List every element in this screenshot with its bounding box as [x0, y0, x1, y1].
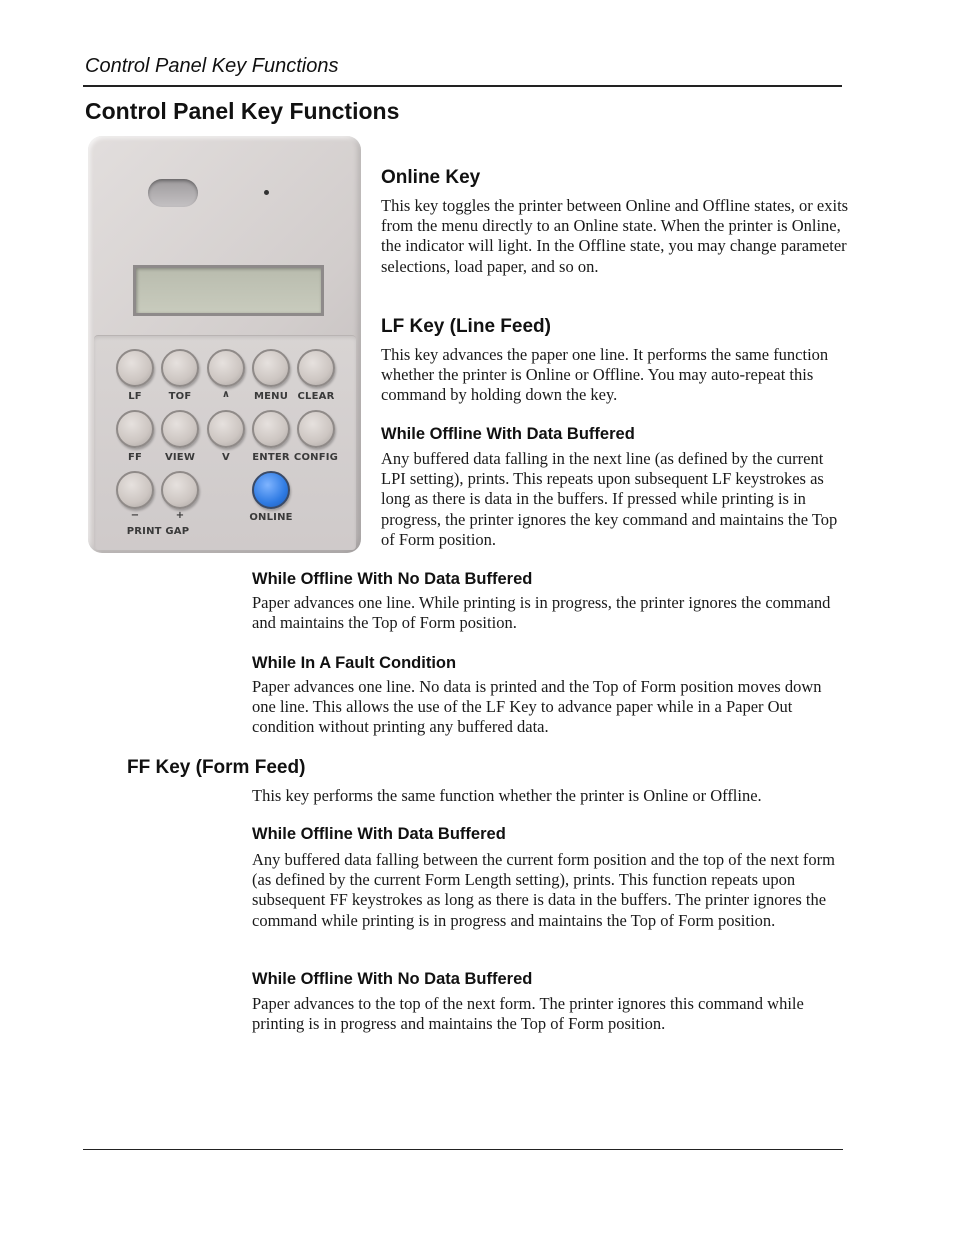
- key-label: VIEW: [164, 452, 196, 463]
- key-label: TOF: [168, 391, 192, 402]
- lf-key-heading: LF Key (Line Feed): [381, 316, 551, 337]
- lf-key-icon: [116, 349, 154, 387]
- view-key-icon: [161, 410, 199, 448]
- key-label: −: [130, 510, 140, 521]
- lf-offline-nodata-heading: While Offline With No Data Buffered: [252, 570, 533, 588]
- ff-offline-nodata-heading: While Offline With No Data Buffered: [252, 970, 533, 988]
- lf-offline-nodata-text: Paper advances one line. While printing is in progress, the printer ignores the command and maintains the Top of Form position.: [252, 593, 831, 633]
- key-label: MENU: [253, 391, 289, 402]
- lf-offline-data-heading: While Offline With Data Buffered: [381, 425, 635, 443]
- lcd-display: [133, 265, 324, 316]
- down-key-icon: [207, 410, 245, 448]
- lf-key-text: This key advances the paper one line. It performs the same function whether the printer is Online or Offline. You may auto-repeat this command by holding down the key.: [381, 345, 829, 405]
- tof-key-icon: [161, 349, 199, 387]
- print-gap-label: PRINT GAP: [126, 526, 190, 537]
- key-label: V: [222, 452, 230, 463]
- clear-key-icon: [297, 349, 335, 387]
- key-label: +: [175, 510, 185, 521]
- key-label: ONLINE: [249, 512, 293, 523]
- ff-key-text: This key performs the same function whether the printer is Online or Offline.: [252, 786, 762, 805]
- online-key-heading: Online Key: [381, 167, 481, 188]
- control-panel-photo: [88, 136, 361, 553]
- ff-offline-nodata-text: Paper advances to the top of the next form. The printer ignores this command while printing is in progress and maintains the Top of Form position.: [252, 994, 804, 1034]
- key-label: ∧: [221, 389, 231, 400]
- footer-rule: [83, 1149, 843, 1150]
- key-label: FF: [127, 452, 143, 463]
- enter-key-icon: [252, 410, 290, 448]
- running-header: Control Panel Key Functions: [85, 55, 339, 77]
- lf-fault-text: Paper advances one line. No data is printed and the Top of Form position moves down one line. This allows the use of the LF Key to advance paper while in a Paper Out condition without printing any buffered data.: [252, 677, 822, 737]
- key-label: LF: [128, 391, 142, 402]
- config-key-icon: [297, 410, 335, 448]
- header-rule: [83, 85, 842, 87]
- key-label: CLEAR: [297, 391, 335, 402]
- lf-fault-heading: While In A Fault Condition: [252, 654, 457, 672]
- print-gap-plus-key-icon: [161, 471, 199, 509]
- lf-offline-data-text: Any buffered data falling in the next line (as defined by the current LPI setting), prints. This repeats upon subsequent LF keystrokes as long as there is data in the buffers. If pressed while printing is in progress, the printer ignores the key command and maintains the Top of Form position.: [381, 449, 838, 549]
- ff-offline-data-heading: While Offline With Data Buffered: [252, 825, 506, 843]
- up-key-icon: [207, 349, 245, 387]
- ff-offline-data-text: Any buffered data falling between the current form position and the top of the next form (as defined by the current Form Length setting), prints. This function repeats upon subsequent FF keystrokes as long as there is data in the buffers. The printer ignores the command while printing is in progress and maintains the Top of Form position.: [252, 850, 835, 930]
- page-title: Control Panel Key Functions: [85, 98, 400, 124]
- sensor-dot-icon: [264, 190, 269, 195]
- key-label: CONFIG: [293, 452, 339, 463]
- online-key-text: This key toggles the printer between Online and Offline states, or exits from the menu directly to an Online state. When the printer is Online, the indicator will light. In the Offline state, you may change parameter selections, load paper, and so on.: [381, 196, 849, 276]
- ff-key-heading: FF Key (Form Feed): [127, 757, 306, 778]
- online-key-icon: [252, 471, 290, 509]
- indicator-light-icon: [148, 179, 198, 207]
- menu-key-icon: [252, 349, 290, 387]
- print-gap-minus-key-icon: [116, 471, 154, 509]
- ff-key-icon: [116, 410, 154, 448]
- key-label: ENTER: [252, 452, 290, 463]
